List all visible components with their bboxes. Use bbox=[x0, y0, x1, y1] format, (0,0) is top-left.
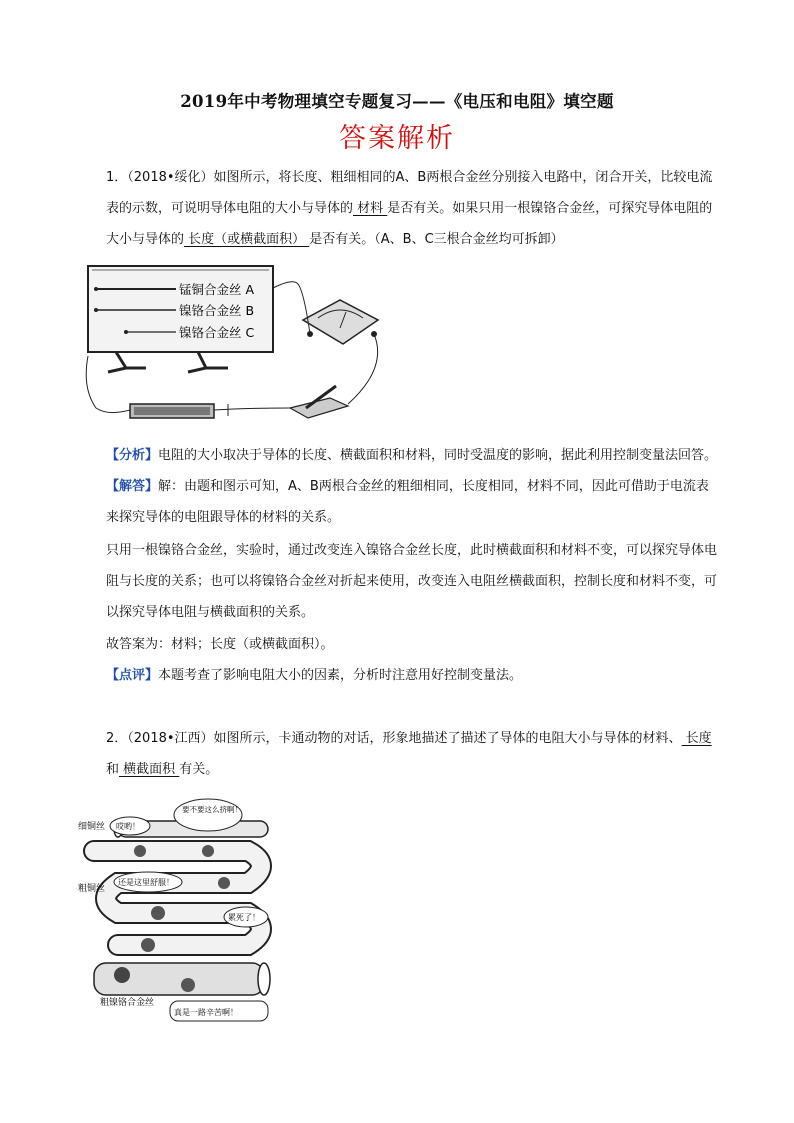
q1-solution-2: 只用一根镍铬合金丝，实验时，通过改变连入镍铬合金丝长度，此时横截面积和材料不变，可以探究导体电阻与长度的关系；也可以将镍铬合金丝对折起来使用，改变连入电阻丝横截面积，控制长度和材料不变，可以探究导体电阻与横截面积的关系。 bbox=[106, 543, 718, 620]
solution-text-1: 解：由题和图示可知，A、B两根合金丝的粗细相同，长度相同，材料不同，因此可借助于电流表来探究导体的电阻跟导体的材料的关系。 bbox=[106, 479, 709, 525]
q1-analysis bbox=[106, 440, 718, 471]
q1-text-c: 是否有关。（A、B、C三根合金丝均可拆卸） bbox=[309, 232, 564, 247]
label-thin-copper: 细铜丝 bbox=[78, 822, 106, 832]
cartoon-figure bbox=[78, 795, 278, 1027]
bubble-ouch: 哎哟！ bbox=[116, 822, 140, 831]
q1-text-b: 是否有关。如果只用一根镍铬合金丝，可探究导体电阻的大小与导体的 bbox=[106, 201, 713, 247]
q1-comment bbox=[106, 660, 718, 691]
bubble-hard-way: 真是一路辛苦啊！ bbox=[174, 1008, 238, 1017]
analysis-tag: 【分析】 bbox=[106, 448, 159, 463]
q1-text-a: 1．（2018•绥化）如图所示，将长度、粗细相同的A、B两根合金丝分别接入电路中，闭合开关，比较电流表的示数，可说明导体电阻的大小与导体的 bbox=[106, 170, 713, 216]
q2-text-a: 2．（2018•江西）如图所示，卡通动物的对话，形象地描述了描述了导体的电阻大小与导体的材料、 bbox=[106, 731, 682, 746]
question-2-stem bbox=[106, 723, 718, 785]
wire-label-c: 镍铬合金丝 C bbox=[179, 325, 255, 340]
page-subtitle: 答案解析 bbox=[339, 123, 455, 154]
bubble-exhausted: 累死了！ bbox=[228, 913, 260, 922]
circuit-figure bbox=[78, 258, 408, 428]
label-thick-copper: 粗铜丝 bbox=[78, 884, 106, 894]
q1-final-answer: 故答案为：材料；长度（或横截面积）。 bbox=[106, 637, 334, 652]
wire-label-a: 锰铜合金丝 A bbox=[179, 282, 255, 297]
q1-solution bbox=[106, 471, 718, 533]
q2-answer-2: 横截面积 bbox=[119, 762, 180, 777]
q1-answer-2: 长度（或横截面积） bbox=[184, 232, 310, 247]
analysis-text: 电阻的大小取决于导体的长度、横截面积和材料，同时受温度的影响，据此利用控制变量法回答。 bbox=[158, 448, 718, 463]
solution-tag: 【解答】 bbox=[106, 479, 159, 494]
page-title: 2019年中考物理填空专题复习——《电压和电阻》填空题 bbox=[180, 92, 614, 111]
q2-text-c: 有关。 bbox=[179, 762, 219, 777]
q2-text-b: 和 bbox=[106, 762, 120, 777]
comment-tag: 【点评】 bbox=[106, 668, 159, 683]
q1-answer-1: 材料 bbox=[353, 201, 388, 216]
bubble-comfortable: 还是这里舒服！ bbox=[118, 878, 174, 887]
label-thick-nichrome: 粗镍铬合金丝 bbox=[100, 998, 155, 1008]
bubble-crowded: 要不要这么挤啊！ bbox=[182, 805, 242, 814]
q2-answer-1: 长度 bbox=[681, 731, 712, 746]
question-1-stem bbox=[106, 162, 718, 255]
wire-label-b: 镍铬合金丝 B bbox=[179, 303, 255, 318]
comment-text: 本题考查了影响电阻大小的因素，分析时注意用好控制变量法。 bbox=[158, 668, 523, 683]
